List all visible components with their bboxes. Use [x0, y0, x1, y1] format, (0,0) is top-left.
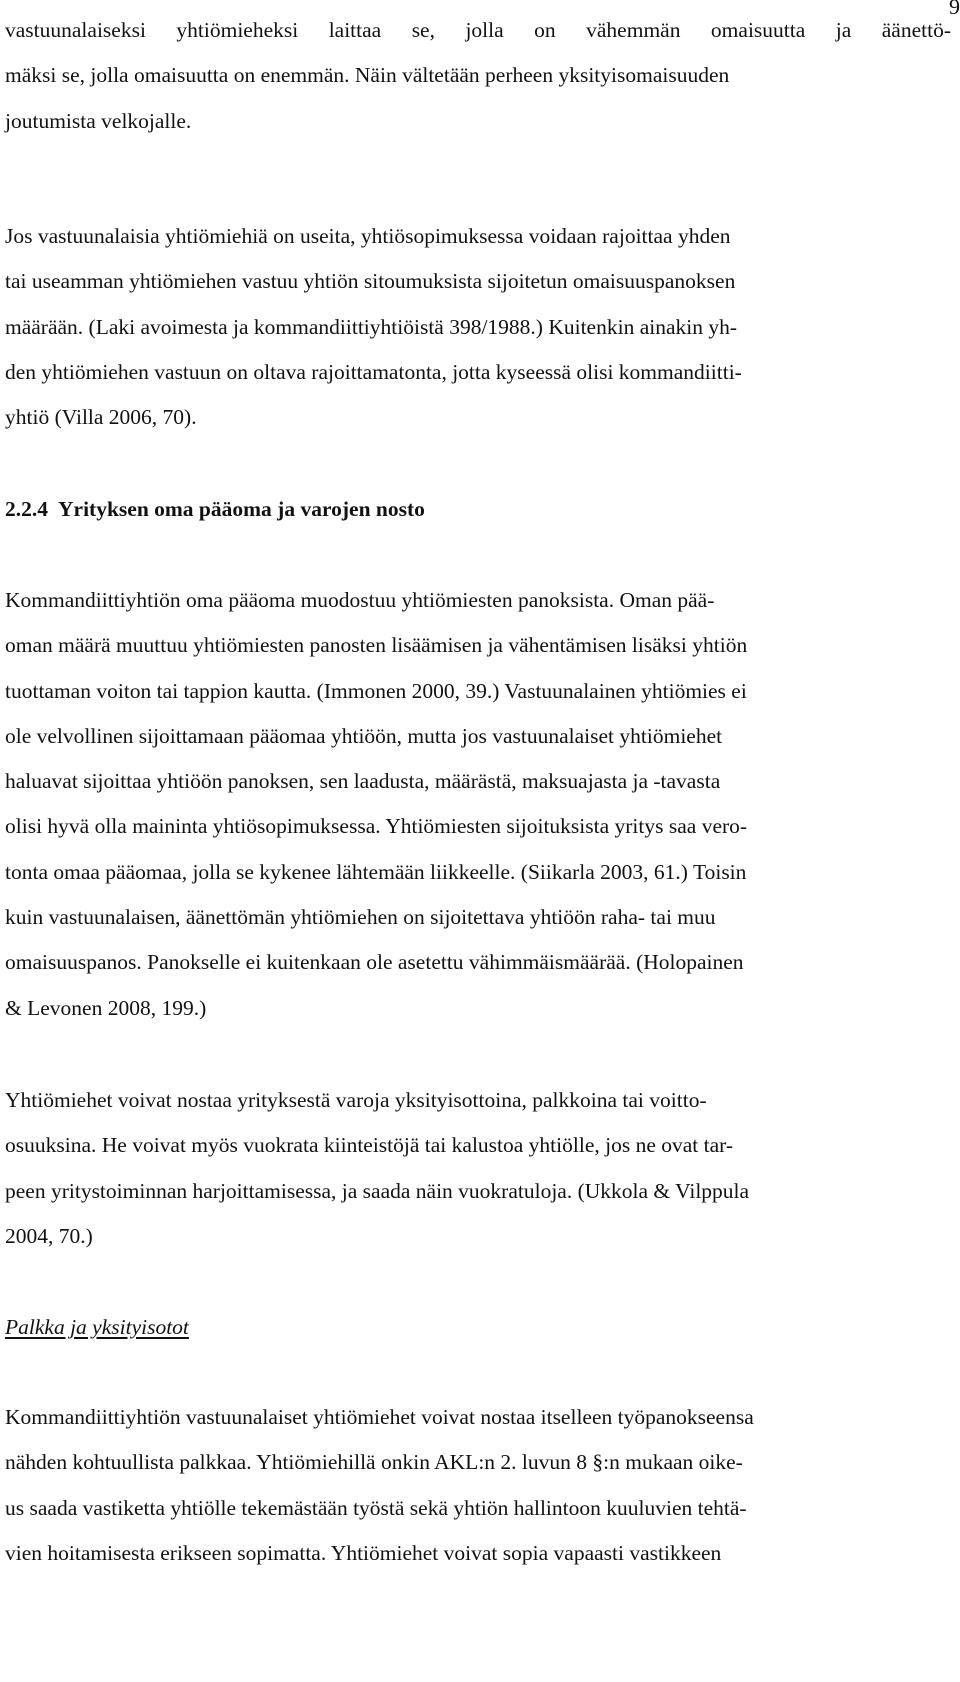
paragraph-line: Jos vastuunalaisia yhtiömiehiä on useita, yhtiösopimuksessa voidaan rajoittaa yhden [5, 224, 731, 248]
paragraph-line: Kommandiittiyhtiön oma pääoma muodostuu yhtiömiesten panoksista. Oman pää- [5, 588, 715, 612]
paragraph-line: & Levonen 2008, 199.) [5, 995, 207, 1020]
paragraph-1 [5, 8, 951, 144]
paragraph-line: yhtiö (Villa 2006, 70). [5, 405, 197, 430]
paragraph-line: ole velvollinen sijoittamaan pääomaa yhtiöön, mutta jos vastuunalaiset yhtiömiehet [5, 723, 723, 748]
paragraph-line: tonta omaa pääomaa, jolla se kykenee lähtemään liikkeelle. (Siikarla 2003, 61.) Toisin [5, 859, 747, 884]
paragraph-3 [5, 578, 951, 1031]
paragraph-line: us saada vastiketta yhtiölle tekemästään työstä sekä yhtiön hallintoon kuuluvien tehtä- [5, 1495, 747, 1520]
paragraph-4 [5, 1078, 951, 1259]
paragraph-line: haluavat sijoittaa yhtiöön panoksen, sen laadusta, määrästä, maksuajasta ja -tavasta [5, 769, 721, 794]
section-heading [5, 489, 425, 529]
paragraph-line: Kommandiittiyhtiön vastuunalaiset yhtiömiehet voivat nostaa itselleen työpanokseensa [5, 1405, 754, 1429]
paragraph-line: määrään. (Laki avoimesta ja kommandiittiyhtiöistä 398/1988.) Kuitenkin ainakin yh- [5, 314, 738, 339]
paragraph-line: vastuunalaiseksi yhtiömieheksi laittaa se, jolla on vähemmän omaisuutta ja äänettö- [5, 18, 951, 42]
section-title: Yrityksen oma pääoma ja varojen nosto [58, 497, 425, 521]
subsection-heading: Palkka ja yksityisotot [5, 1315, 189, 1339]
paragraph-2 [5, 214, 951, 440]
paragraph-line: nähden kohtuullista palkkaa. Yhtiömiehillä onkin AKL:n 2. luvun 8 §:n mukaan oike- [5, 1450, 743, 1475]
paragraph-line: olisi hyvä olla maininta yhtiösopimuksessa. Yhtiömiesten sijoituksista yritys saa vero- [5, 814, 748, 839]
paragraph-line: peen yritystoiminnan harjoittamisessa, ja saada näin vuokratuloja. (Ukkola & Vilppula [5, 1178, 750, 1203]
paragraph-line: joutumista velkojalle. [5, 108, 192, 133]
paragraph-line: osuuksina. He voivat myös vuokrata kiinteistöjä tai kalustoa yhtiölle, jos ne ovat tar- [5, 1133, 734, 1158]
paragraph-line: den yhtiömiehen vastuun on oltava rajoittamatonta, jotta kyseessä olisi kommandiitti- [5, 359, 742, 384]
paragraph-5 [5, 1395, 951, 1576]
paragraph-line: oman määrä muuttuu yhtiömiesten panosten lisäämisen ja vähentämisen lisäksi yhtiön [5, 633, 748, 658]
section-number: 2.2.4 [5, 497, 48, 521]
paragraph-line: 2004, 70.) [5, 1223, 93, 1248]
paragraph-line: Yhtiömiehet voivat nostaa yrityksestä varoja yksityisottoina, palkkoina tai voitto- [5, 1088, 707, 1112]
paragraph-line: omaisuuspanos. Panokselle ei kuitenkaan ole asetettu vähimmäismäärää. (Holopainen [5, 950, 744, 975]
page-number: 9 [949, 0, 960, 19]
paragraph-line: kuin vastuunalaisen, äänettömän yhtiömiehen on sijoitettava yhtiöön raha- tai muu [5, 905, 716, 930]
paragraph-line: tai useamman yhtiömiehen vastuu yhtiön sitoumuksista sijoitetun omaisuuspanoksen [5, 269, 736, 294]
paragraph-line: vien hoitamisesta erikseen sopimatta. Yhtiömiehet voivat sopia vapaasti vastikkeen [5, 1540, 722, 1565]
paragraph-line: tuottaman voiton tai tappion kautta. (Immonen 2000, 39.) Vastuunalainen yhtiömies ei [5, 678, 747, 703]
paragraph-line: mäksi se, jolla omaisuutta on enemmän. Näin vältetään perheen yksityisomaisuuden [5, 63, 730, 88]
